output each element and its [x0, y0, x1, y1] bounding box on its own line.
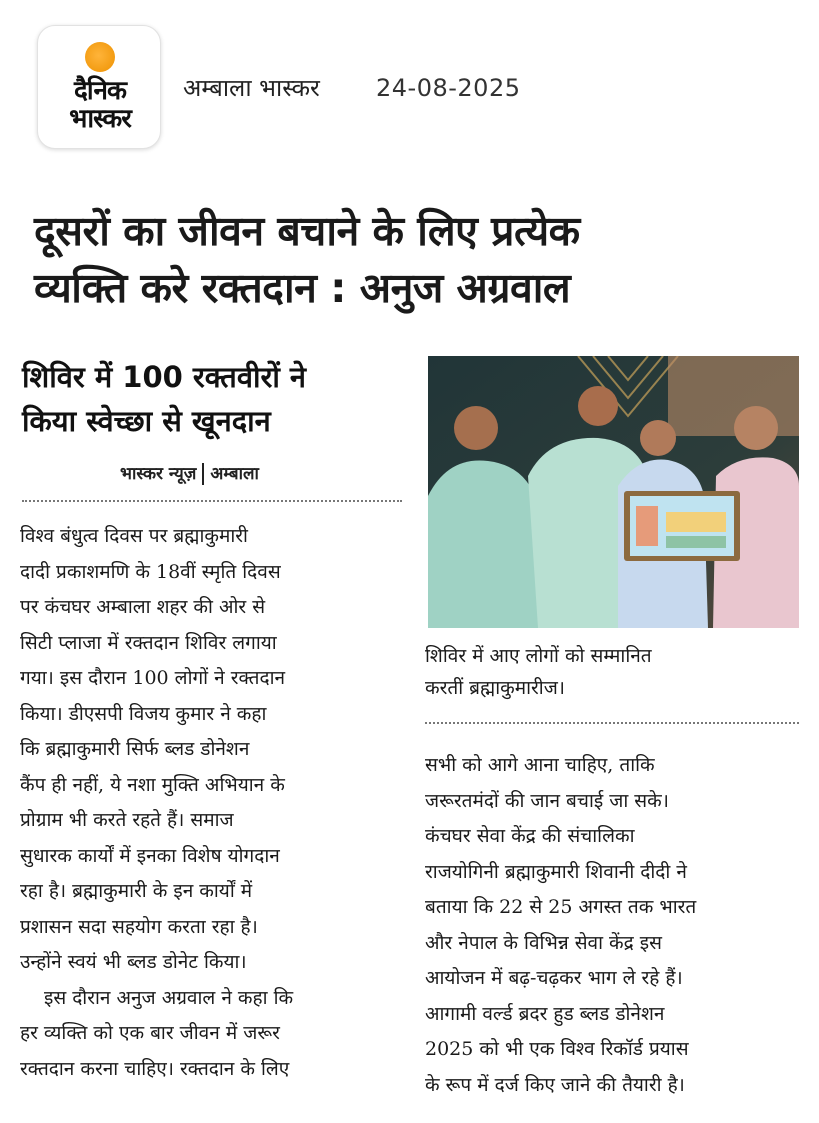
body-line: उन्होंने स्वयं भी ब्लड डोनेट किया।	[20, 951, 247, 973]
byline-agency: भास्कर न्यूज़	[120, 464, 197, 484]
body-line: प्रशासन सदा सहयोग करता रहा है।	[20, 915, 258, 938]
caption-line-2: करतीं ब्रह्माकुमारीज।	[425, 677, 566, 699]
body-line: कंचघर सेवा केंद्र की संचालिका	[425, 825, 635, 847]
sun-icon	[85, 42, 115, 72]
body-line: राजयोगिनी ब्रह्माकुमारी शिवानी दीदी ने	[425, 860, 687, 883]
body-line: कैंप ही नहीं, ये नशा मुक्ति अभियान के	[20, 773, 285, 796]
byline-city: अम्बाला	[210, 464, 259, 484]
headline-line-1: दूसरों का जीवन बचाने के लिए प्रत्येक	[34, 207, 580, 255]
body-line: इस दौरान अनुज अग्रवाल ने कहा कि	[44, 986, 294, 1009]
publication-date: 24-08-2025	[376, 74, 521, 102]
logo-text-line1: दैनिक	[74, 76, 126, 106]
body-line: किया। डीएसपी विजय कुमार ने कहा	[20, 702, 267, 725]
photo-caption	[425, 640, 797, 704]
edition-name: अम्बाला भास्कर	[183, 74, 320, 102]
body-line: और नेपाल के विभिन्न सेवा केंद्र इस	[425, 931, 662, 954]
body-line: हर व्यक्ति को एक बार जीवन में जरूर	[20, 1022, 280, 1044]
body-line: आयोजन में बढ़-चढ़कर भाग ले रहे हैं।	[425, 967, 683, 989]
body-line: सिटी प्लाजा में रक्तदान शिविर लगाया	[20, 631, 277, 654]
article-subheadline	[22, 355, 402, 443]
byline-separator	[202, 463, 204, 485]
body-line: पर कंचघर अम्बाला शहर की ओर से	[20, 596, 266, 618]
dainik-bhaskar-logo[interactable]	[37, 25, 161, 149]
body-line: गया। इस दौरान 100 लोगों ने रक्तदान	[20, 667, 286, 689]
article-body-left	[20, 519, 398, 1087]
body-line: प्रोग्राम भी करते रहते हैं। समाज	[20, 809, 234, 831]
byline	[120, 462, 259, 486]
event-photo	[428, 356, 799, 628]
subhead-line-1: शिविर में 100 रक्तवीरों ने	[22, 360, 307, 394]
body-line: जरूरतमंदों की जान बचाई जा सके।	[425, 789, 669, 812]
caption-divider	[425, 722, 799, 724]
article-body-right	[425, 748, 800, 1103]
article-headline	[34, 203, 794, 317]
byline-divider	[22, 500, 402, 502]
body-line: दादी प्रकाशमणि के 18वीं स्मृति दिवस	[20, 560, 281, 583]
body-line: आगामी वर्ल्ड ब्रदर हुड ब्लड डोनेशन	[425, 1002, 665, 1025]
body-line: रहा है। ब्रह्माकुमारी के इन कार्यों में	[20, 880, 253, 902]
subhead-line-2: किया स्वेच्छा से खूनदान	[22, 404, 271, 438]
body-line: कि ब्रह्माकुमारी सिर्फ ब्लड डोनेशन	[20, 738, 250, 760]
body-line: बताया कि 22 से 25 अगस्त तक भारत	[425, 896, 697, 918]
logo-text-line2: भास्कर	[69, 104, 131, 134]
body-line: सभी को आगे आना चाहिए, ताकि	[425, 754, 655, 776]
headline-line-2: व्यक्ति करे रक्तदान : अनुज अग्रवाल	[34, 264, 571, 312]
body-line: के रूप में दर्ज किए जाने की तैयारी है।	[425, 1073, 685, 1096]
body-line: सुधारक कार्यों में इनका विशेष योगदान	[20, 844, 280, 867]
caption-line-1: शिविर में आए लोगों को सम्मानित	[425, 645, 652, 667]
body-line: विश्व बंधुत्व दिवस पर ब्रह्माकुमारी	[20, 525, 248, 547]
body-line: 2025 को भी एक विश्व रिकॉर्ड प्रयास	[425, 1038, 689, 1060]
body-line: रक्तदान करना चाहिए। रक्तदान के लिए	[20, 1057, 290, 1080]
